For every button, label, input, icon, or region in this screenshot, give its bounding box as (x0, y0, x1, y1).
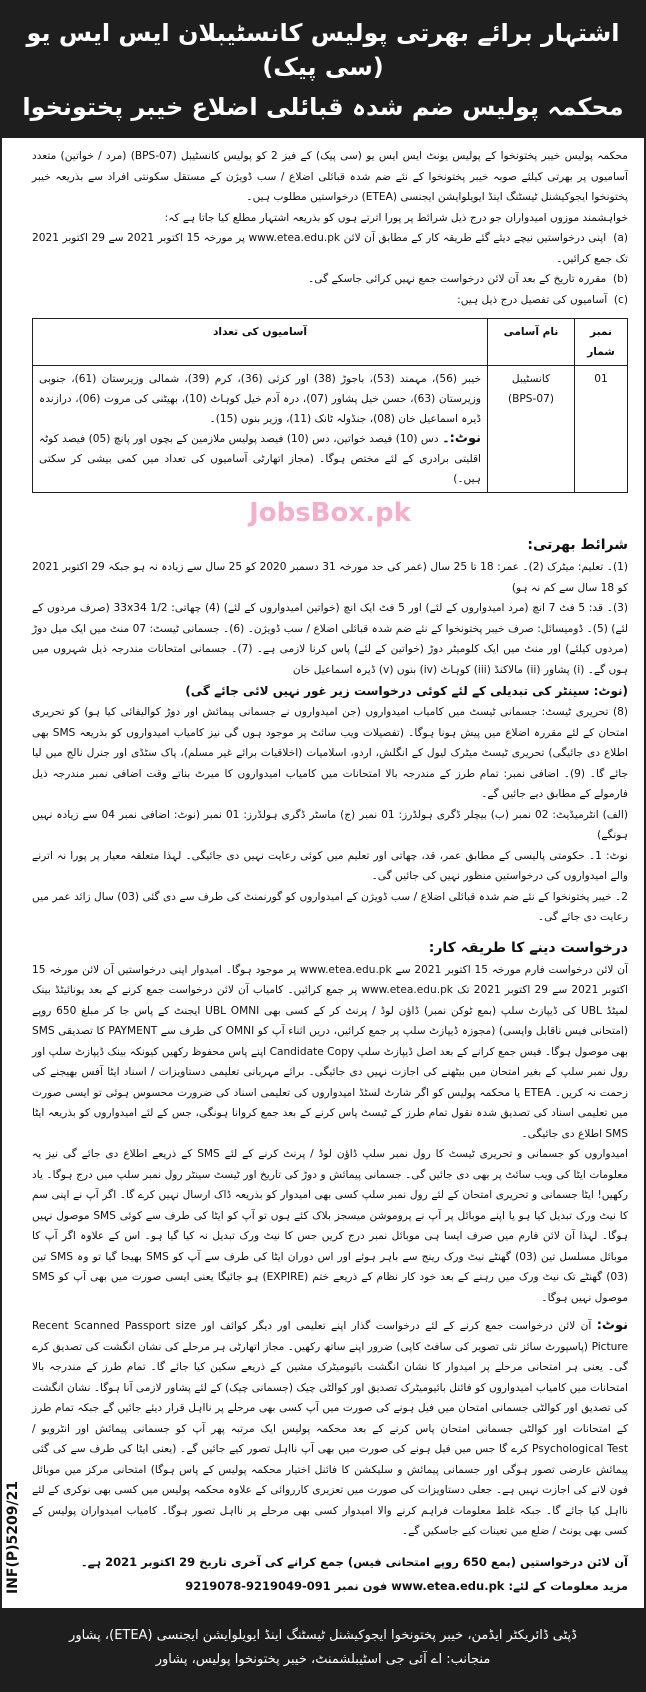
ad-subtitle: محکمہ پولیس ضم شدہ قبائلی اضلاع خیبر پختونخوا (22, 93, 624, 121)
procedure-paragraph: آن لائن درخواست فارم مورخہ 15 اکتوبر 2021 سے www.etea.edu.pk پر موجود ہوگا۔ امیدوار اپنی درخواستیں آن لائن مورخہ 15 اکتوبر 2021 سے 29 اکتوبر 2021 تک www.etea.edu.pk پر جمع کرائیں۔ کامیاب آن لائن درخواست جمع کرنے کے بعد یونائیٹڈ بینک لمیٹڈ UBL کی ڈیپازٹ سلپ (بمع ٹوکن نمبر) ڈاؤن لوڈ / پرنٹ کر کے کسی بھی UBL OMNI ایجنٹ کے پاس جا کر مبلغ 650 روپے (امتحانی فیس ناقابل واپسی) (مجوزہ ڈیپازٹ سلپ پر جمع کرائیں، دریں اثناء آپ کو OMNI کی طرف سے PAYMENT کا تصدیقی SMS بھی موصول ہوگا۔ فیس جمع کرانے کے بعد اصل ڈیپازٹ سلپ Candidate Copy اپنے پاس محفوظ رکھیں کیونکہ بینک ڈیپازٹ سلپ اور رول نمبر سلپ کے بغیر امتحان میں بیٹھنے کی اجازت نہیں دی جائیگی۔ برائے مہربانی تعلیمی دستاویزات / اسناد ایٹا آفس بھیجنے کی زحمت نہ کریں۔ ETEA یا محکمہ پولیس کو اگر شارٹ لسٹڈ امیدواروں کی تعلیمی اسناد کی ضرورت محسوس ہوئی تو ایسی صورت میں تعلیمی اسناد کی تصدیق شدہ نقول تمام طرز کے ٹیسٹ پاس کرنے کے بعد جمع کروانا ہونگی، جس کے لئے امیدواروں کو بذریعہ ایٹا SMS اطلاع دی جائیگی۔ (32, 963, 628, 1140)
procedure-heading: درخواست دینے کا طریقہ کار: (428, 939, 628, 956)
post-name: کانسٹیبل (511, 373, 551, 385)
item-text: آسامیوں کی تفصیل درج ذیل ہیں: (457, 293, 608, 306)
intro-item-b (32, 269, 628, 290)
deadline-line: آن لائن درخواستیں (بمع 650 روپے امتحانی فیس) جمع کرانے کی آخری تاریخ 29 اکتوبر 2021 ہے۔ (80, 1554, 628, 1569)
count-cell (33, 366, 488, 493)
condition-line: نوٹ: 1۔ حکومتی پالیسی کے مطابق عمر، قد، چھاتی اور تعلیم میں کوئی رعایت نہیں دی جائیگی۔ لہذا متعلقہ معیار پر پورا نہ اترنے والے امیدواروں کی درخواستیں منظور نہیں کی جائیں گی۔ (32, 849, 628, 882)
ad-title: اشتہار برائے بھرتی پولیس کانسٹیبلان ایس ایس یو (سی پیک) (26, 19, 620, 81)
serial-cell: 01 (575, 366, 628, 493)
procedure-paragraph: امیدواروں کو جسمانی و تحریری ٹیسٹ کا رول نمبر سلپ ڈاؤن لوڈ / پرنٹ کرنے کے لئے SMS کے ذریعے اطلاع دی جائے گی نیز یہ معلومات ایٹا کی ویب سائٹ پر بھی دی جائیں گی۔ جسمانی پیمائش و دوڑ کی تاریخ اور ٹیسٹ سینٹر رول نمبر سلپ میں درج ہوگا۔ یاد رکھیں! ایٹا جسمانی و تحریری امتحان کے لئے رول نمبر سلپ کسی بھی امیدوار کو بذریعہ ڈاک ارسال نہیں کرے گا۔ اگر آپ نے اپنی سم کا نیٹ ورک تبدیل کیا ہو یا اپنے موبائل پر آپ نے پروموشن میسجز بلاک کئے ہوں تو آپ کو ایٹا کی طرف سے کوئی SMS موصول نہیں ہوگا۔ لہذا آن لائن فارم میں صرف ایسا ہی موبائل نمبر درج کریں جس کا نیٹ ورک تبدیل نہ کیا گیا ہو۔ اس کے علاوہ اگر آپ کا موبائل مسلسل تین (03) گھنٹے نیٹ ورک رینج سے باہر ہوئے اور اس دوران ایٹا کی طرف سے آپ کو SMS بھیجا گیا تو وہ SMS تین (03) گھنٹے تک نیٹ ورک میں رہنے کے بعد خود کار نظام کے ذریعے ختم (EXPIRE) ہو جائیگا یعنی ایسی صورت میں بھی آپ کو SMS موصول نہیں ہوگا۔ (32, 1148, 628, 1304)
intro-line: خواہشمند موزوں امیدواران جو درج ذیل شرائط پر پورا اترتے ہوں کو بذریعہ اشتہار مطلع کیا جاتا ہے کہ: (164, 211, 628, 224)
quota-note (39, 429, 481, 489)
conditions-heading: شرائط بھرتی: (527, 537, 628, 553)
condition-line: (8) تحریری ٹیسٹ: جسمانی ٹیسٹ میں کامیاب امیدواروں (جن امیدواروں نے جسمانی پیمائش اور دوڑ کوالیفائی کیا ہو) کو تحریری امتحان کے لئے مقررہ اضلاع میں پیش ہونا ہوگا۔ (تفصیلات ویب سائٹ پر موجود ہوں گی نیز کامیاب امیدواروں کو بذریعہ SMS بھی اطلاع دی جائیگی) تحریری ٹیسٹ میٹرک لیول کے انگلش، اردو، اسلامیات (اخلاقیات برائے غیر مسلم)، پاک سٹڈی اور جنرل نالج میں لیا جائے گا۔ (9)۔ اضافی نمبر: تمام طرز کے مندرجہ بالا امتحانات میں کامیاب امیدواروں کا میرٹ بناتے وقت اضافی نمبر مندرجہ ذیل فارمولے کے مطابق دیے جائیں گے۔ (32, 706, 628, 800)
closing-section (32, 1550, 628, 1598)
item-text: مقررہ تاریخ کے بعد آن لائن درخواست جمع نہیں کرائی جاسکے گی۔ (308, 273, 607, 285)
item-label: (a) (613, 232, 628, 244)
intro-section (32, 146, 628, 310)
condition-line: 2۔ خیبر پختونخوا کے نئے ضم شدہ قبائلی اضلاع / سب ڈویژن کے امیدواروں کو گورنمنٹ کی طرف سے دی گئی (03) سال زائد عمر میں رعایت دی جائے گی۔ (32, 890, 629, 923)
col-post: نام آسامی (488, 319, 575, 366)
condition-line: (3)۔ قد: 5 فٹ 7 انچ (مرد امیدواروں کے لئے) اور 5 فٹ ایک انچ (خواتین امیدواروں کے لئے) (4) چھاتی: 1/2 33x34 (صرف مردوں کے لئے) (5)۔ ڈومیسائل: صرف خیبر پختونخوا کے نئے ضم شدہ قبائلی اضلاع / سب ڈویژن۔ (6)۔ جسمانی ٹیسٹ: 07 منٹ میں ایک میل دوڑ (مردوں کیلئے) اور منٹ میں ایک کلومیٹر دوڑ (خواتین کے لئے) پاس کرنا لازمی ہے۔ (7)۔ جسمانی امتحانات مندرجہ ذیل شہروں میں ہوں گے۔ (i) پشاور (ii) مالاکنڈ (iii) کوہاٹ (iv) بنوں (v) ڈیرہ اسماعیل خان (32, 602, 629, 676)
post-scale: (BPS-07) (508, 393, 554, 405)
contact-line: مزید معلومات کے لئے: www.etea.edu.pk فون نمبر 091-9219049-9219078 (185, 1578, 628, 1593)
col-count: آسامیوں کی تعداد (33, 319, 488, 366)
intro-item-c (32, 290, 628, 311)
table-header-row (33, 319, 628, 366)
note-section (32, 1316, 628, 1542)
condition-line: (الف) انٹرمیڈیٹ: 02 نمبر (ب) بیچلر ڈگری ہولڈرز: 01 نمبر (ج) ماسٹر ڈگری ہولڈرز: 01 نمبر (نوٹ: اضافی نمبر 04 سے زیادہ نہیں ہونگے) (32, 808, 628, 841)
sender-line: منجانب: اے آئی جی اسٹیبلشمنٹ، خیبر پختونخوا پولیس، پشاور (155, 1651, 491, 1667)
issuer-line: ڈپٹی ڈائریکٹر ایڈمن، خیبر پختونخوا ایجوکیشنل ٹیسٹنگ اینڈ ایویلوایشن ایجنسی (ETEA)، پشاور (69, 1627, 577, 1643)
condition-line: (1)۔ تعلیم: میٹرک (2)۔ عمر: 18 تا 25 سال (عمر کی حد مورخہ 31 دسمبر 2020 کو 25 سال سے زیادہ نہ ہو جبکہ 29 اکتوبر 2021 کو 18 سال سے کم نہ ہو) (32, 561, 628, 594)
procedure-section (32, 936, 628, 1309)
watermark: JobsBox.pk (249, 498, 411, 528)
posts-table (32, 318, 628, 493)
note-label: نوٹ:۔ (442, 431, 481, 446)
table-row (33, 366, 628, 493)
intro-paragraph: محکمہ پولیس خیبر پختونخوا کے پولیس یونٹ ایس ایس یو (سی پیک) کے فیز 2 کو پولیس کانسٹیبل (BPS-07) (مرد / خواتین) متعدد آسامیوں پر بھرتی کیلئے صوبہ خیبر پختونخوا کے نئے ضم شدہ قبائلی اضلاع / سب ڈویژن کے مستقل سکونتی افراد سے بذریعہ خیبر پختونخوا ایجوکیشنل ٹیسٹنگ اینڈ ایویلوایشن ایجنسی (ETEA) درخواستیں مطلوب ہیں۔ (32, 150, 628, 203)
ad-footer (0, 1608, 646, 1692)
note-text: دس (10) فیصد خواتین، دس (10) فیصد پولیس ملازمین کے بچوں اور پانچ (05) فیصد کوٹہ اقلیتی برادری کے لئے مختص ہوگا۔ (مجاز اتھارٹی آسامیوں کی تعداد میں کمی بیشی کر سکتی ہیں۔) (39, 433, 481, 485)
ad-reference-code: INF(P)5209/21 (5, 1480, 21, 1594)
note-text: آن لائن درخواست جمع کرنے کے لئے درخواست گذار اپنے تعلیمی اور دیگر کوائف اور Recent Scanned Passport size Picture (پاسپورٹ سائز نئی تصویر کی سافٹ کاپی) ضرور اپنے ساتھ رکھیں۔ مجاز اتھارٹی ہر مرحلے کی نشان انگشت کی تصدیق کرے گی۔ یعنی ہر امتحانی مرحلے پر امیدوار کا نشان انگشت بائیومیٹرک مشین کے ذریعے سکین کیا جائے گا۔ تمام طرز کے مندرجہ بالا امتحانات میں کامیاب امیدواروں کو فائنل بائیومیٹرک تصدیق اور کوالٹی چیک (جسمانی چیک) کے لئے پشاور لازمی آنا ہوگا۔ نشان انگشت کی تصدیق اور کوالٹی جسمانی امتحان میں فیل ہونے کی صورت میں آپ کسی بھی مرحلے پر نااہل قرار دیئے جائیں گے جبکہ تمام طرز کے امتحانات اور کوالٹی جسمانی امتحان پاس کرنے کے بعد محکمہ پولیس ایک مرتبہ پھر آپ کو جسمانی پیمائش اور انٹرویو / Psychological Test کرے گا جس میں فیل ہونے کی صورت میں بھی آپ نااہل تصور کیے جائیں گے۔ (یعنی ایٹا کی طرف سے کی گئی پیمائش عارضی تصور ہوگی اور جسمانی پیمائش و سلیکشن کا فائنل اختیار محکمہ پولیس کے پاس ہوگا) امتحانی مرکز میں موبائل فون لانے کی اجازت نہیں ہے۔ جعلی دستاویزات کی صورت میں تعزیری کارروائی کے علاوہ محکمہ پولیس میں کسی بھی نوکری کے لئے نااہل کیا جائے گا۔ جبکہ غلط معلومات فراہم کرنے والا امیدوار کسی بھی مرحلے پر نااہل تصور ہوگا۔ کامیاب امیدواران پولیس کے کسی بھی یونٹ / ضلع میں تعینات کیے جاسکیں گے۔ (32, 1320, 629, 1537)
note-label: نوٹ: (596, 1318, 628, 1333)
conditions-section (32, 533, 628, 928)
ad-body-frame (0, 138, 646, 1608)
condition-note: (نوٹ: سینٹر کی تبدیلی کے لئے کوئی درخواست زیر غور نہیں لائی جائے گی) (185, 684, 628, 698)
item-label: (c) (613, 293, 628, 306)
intro-item-a (32, 228, 628, 269)
ad-header (0, 0, 646, 138)
note-paragraph (32, 1316, 628, 1542)
item-label: (b) (612, 273, 628, 285)
item-text: اپنی درخواستیں نیچے دیئے گئے طریقہ کار کے مطابق آن لائن www.etea.edu.pk پر مورخہ 15 اکتوبر 2021 سے 29 اکتوبر 2021 تک جمع کرائیں۔ (32, 232, 628, 265)
district-counts: خیبر (56)، مہمند (53)، باجوڑ (38) اور کزئی (36)، کرم (39)، شمالی وزیرستان (61)، جنوبی وزیرستان (63)، حسن خیل پشاور (07)، درہ آدم خیل کوہاٹ (10)، بھیٹنی کی مروت (06)، درازندہ ڈیرہ اسماعیل خان (08)، جنڈولہ ٹانک (11)، وزیر بنوں (15)۔ (39, 373, 482, 425)
col-serial: نمبر شمار (575, 319, 628, 366)
post-cell (488, 366, 575, 493)
